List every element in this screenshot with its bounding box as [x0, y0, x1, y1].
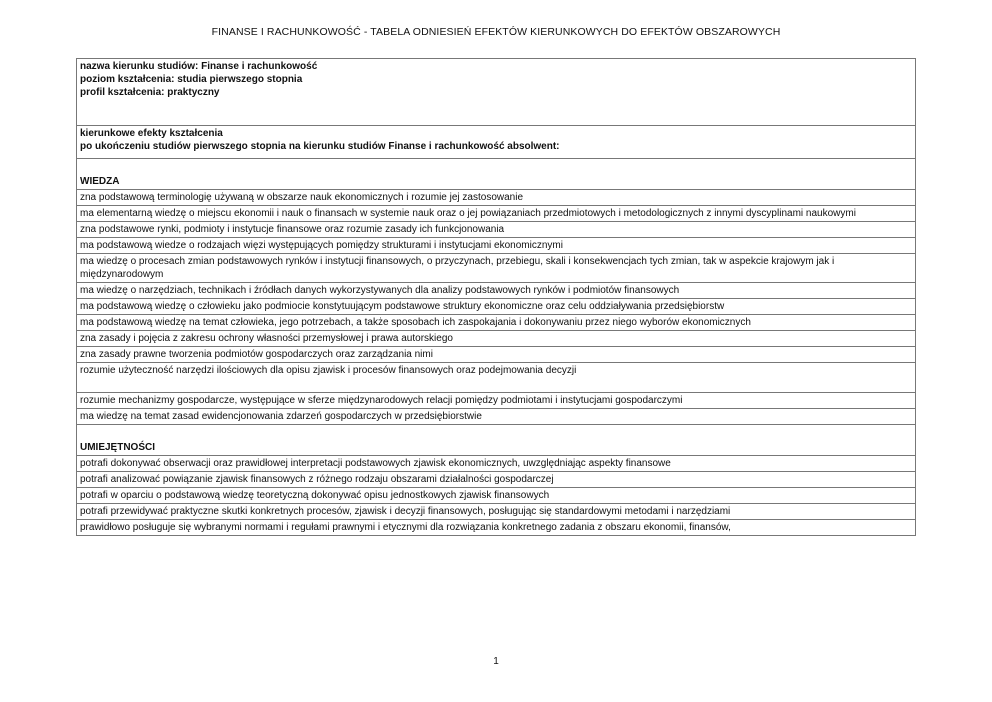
outcome-item: ma podstawową wiedzę na temat człowieka, jego potrzebach, a także sposobach ich zaspokajania i dokonywaniu przez niego wyborów ekonomicznych — [77, 315, 916, 331]
table-row — [77, 190, 916, 206]
outcome-item: potrafi analizować powiązanie zjawisk finansowych z różnego rodzaju obszarami działalności gospodarczej — [77, 472, 916, 488]
education-level: poziom kształcenia: studia pierwszego stopnia — [80, 74, 303, 85]
outcome-item: rozumie użyteczność narzędzi ilościowych dla opisu zjawisk i procesów finansowych oraz podejmowania decyzji — [77, 363, 916, 393]
program-info-cell — [77, 59, 916, 126]
outcomes-table — [76, 58, 916, 536]
table-row — [77, 238, 916, 254]
table-row — [77, 520, 916, 536]
table-row — [77, 283, 916, 299]
table-row — [77, 393, 916, 409]
outcome-item: potrafi przewidywać praktyczne skutki konkretnych procesów, zjawisk i decyzji finansowych, posługując się standardowymi metodami i narzędziami — [77, 504, 916, 520]
outcomes-heading-cell — [77, 126, 916, 159]
outcome-item: ma podstawową wiedze o rodzajach więzi występujących pomiędzy strukturami i instytucjami ekonomicznymi — [77, 238, 916, 254]
table-row — [77, 126, 916, 159]
outcome-item: ma wiedzę o procesach zmian podstawowych rynków i instytucji finansowych, o przyczynach, przebiegu, skali i konsekwencjach tych zmian, tak w aspekcie krajowym jak i międzynarodowym — [77, 254, 916, 283]
program-name: nazwa kierunku studiów: Finanse i rachunkowość — [80, 61, 318, 72]
table-row — [77, 254, 916, 283]
section-heading-wiedza: WIEDZA — [77, 159, 916, 190]
table-row — [77, 363, 916, 393]
table-row — [77, 59, 916, 126]
page-number: 1 — [493, 656, 499, 667]
table-row — [77, 206, 916, 222]
table-row — [77, 222, 916, 238]
table-row — [77, 299, 916, 315]
outcomes-heading-line1: kierunkowe efekty kształcenia — [80, 128, 223, 139]
outcome-item: zna podstawową terminologię używaną w obszarze nauk ekonomicznych i rozumie jej zastosowanie — [77, 190, 916, 206]
outcome-item: ma wiedzę o narzędziach, technikach i źródłach danych wykorzystywanych dla analizy podstawowych rynków i podmiotów finansowych — [77, 283, 916, 299]
outcome-item: rozumie mechanizmy gospodarcze, występujące w sferze międzynarodowych relacji pomiędzy podmiotami i instytucjami gospodarczymi — [77, 393, 916, 409]
table-row — [77, 488, 916, 504]
table-row — [77, 425, 916, 456]
table-row — [77, 331, 916, 347]
education-profile: profil kształcenia: praktyczny — [80, 87, 220, 98]
table-row — [77, 347, 916, 363]
outcome-item: zna podstawowe rynki, podmioty i instytucje finansowe oraz rozumie zasady ich funkcjonowania — [77, 222, 916, 238]
table-row — [77, 409, 916, 425]
table-row — [77, 472, 916, 488]
outcome-item: ma elementarną wiedzę o miejscu ekonomii i nauk o finansach w systemie nauk oraz o jej powiązaniach przedmiotowych i metodologicznych z innymi dyscyplinami naukowymi — [77, 206, 916, 222]
outcome-item: ma podstawową wiedzę o człowieku jako podmiocie konstytuującym podstawowe struktury ekonomiczne oraz celu oddziaływania przedsiębiorstw — [77, 299, 916, 315]
table-row — [77, 315, 916, 331]
section-heading-umiejetnosci: UMIEJĘTNOŚCI — [77, 425, 916, 456]
outcome-item: prawidłowo posługuje się wybranymi normami i regułami prawnymi i etycznymi dla rozwiązania konkretnego zadania z obszaru ekonomii, finansów, — [77, 520, 916, 536]
page-title: FINANSE I RACHUNKOWOŚĆ - TABELA ODNIESIEŃ EFEKTÓW KIERUNKOWYCH DO EFEKTÓW OBSZAROWYCH — [211, 26, 781, 38]
outcome-item: potrafi w oparciu o podstawową wiedzę teoretyczną dokonywać opisu jednostkowych zjawisk finansowych — [77, 488, 916, 504]
table-row — [77, 456, 916, 472]
outcome-item: zna zasady prawne tworzenia podmiotów gospodarczych oraz zarządzania nimi — [77, 347, 916, 363]
outcome-item: zna zasady i pojęcia z zakresu ochrony własności przemysłowej i prawa autorskiego — [77, 331, 916, 347]
table-row — [77, 504, 916, 520]
outcomes-heading-line2: po ukończeniu studiów pierwszego stopnia na kierunku studiów Finanse i rachunkowość absolwent: — [80, 141, 560, 152]
outcome-item: ma wiedzę na temat zasad ewidencjonowania zdarzeń gospodarczych w przedsiębiorstwie — [77, 409, 916, 425]
outcome-item: potrafi dokonywać obserwacji oraz prawidłowej interpretacji podstawowych zjawisk ekonomicznych, uwzględniając aspekty finansowe — [77, 456, 916, 472]
table-row — [77, 159, 916, 190]
